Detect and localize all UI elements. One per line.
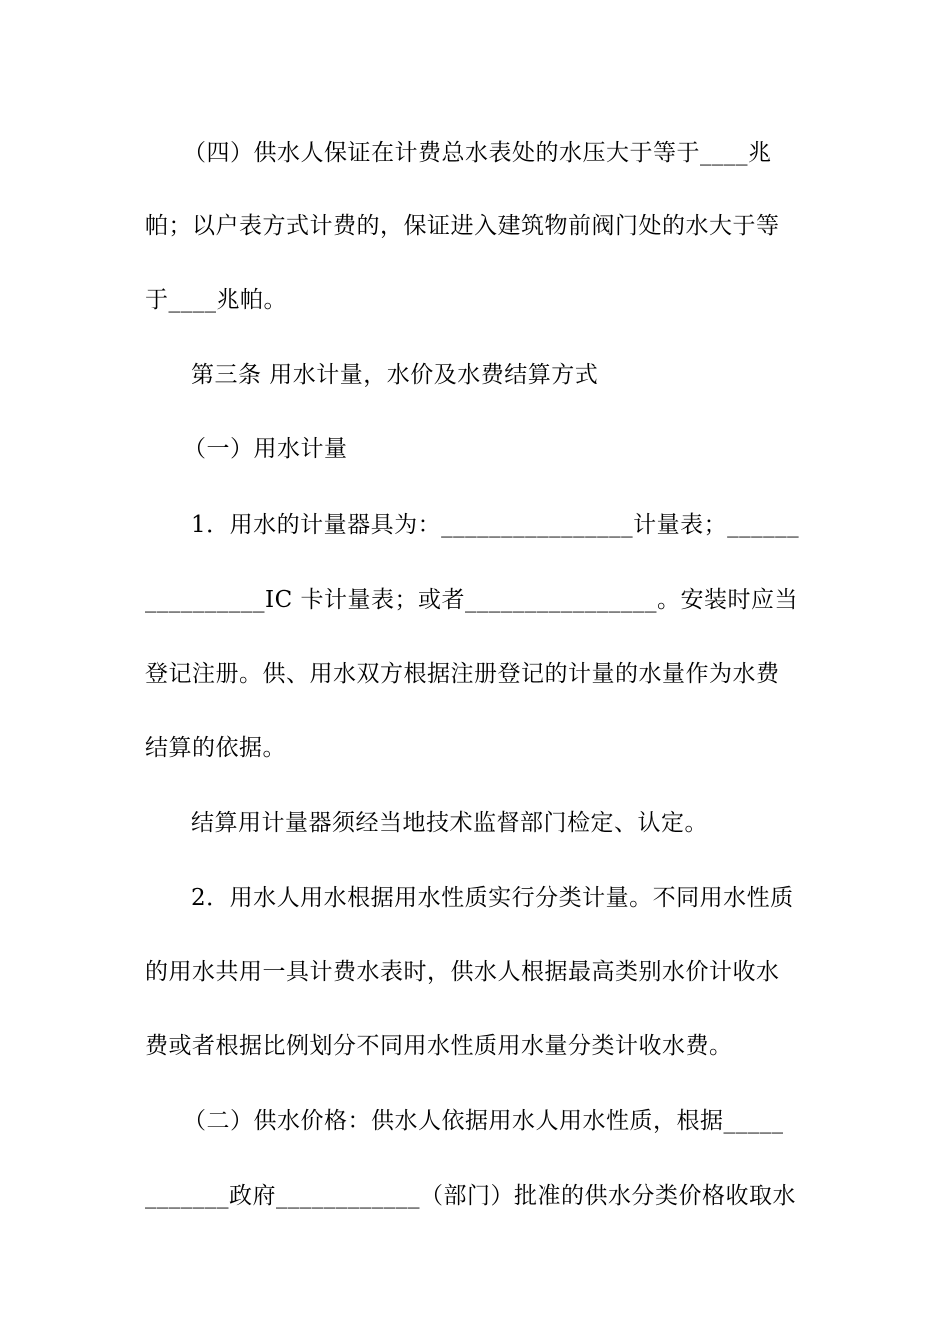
paragraph-line: 于____兆帕。 <box>145 287 287 313</box>
paragraph-line: 结算的依据。 <box>145 735 286 761</box>
paragraph-line: （四）供水人保证在计费总水表处的水压大于等于____兆 <box>183 140 772 166</box>
paragraph-line: __________IC 卡计量表；或者________________。安装时应当 <box>145 587 798 613</box>
paragraph-line: 费或者根据比例划分不同用水性质用水量分类计收水费。 <box>145 1033 733 1059</box>
paragraph-line: _______政府____________（部门）批准的供水分类价格收取水 <box>145 1183 796 1209</box>
paragraph-line: 1．用水的计量器具为：________________计量表；______ <box>191 512 800 538</box>
section-heading: （一）用水计量 <box>183 436 348 462</box>
paragraph-line: 2．用水人用水根据用水性质实行分类计量。不同用水性质 <box>191 885 794 911</box>
paragraph-line: 的用水共用一具计费水表时，供水人根据最高类别水价计收水 <box>145 959 780 985</box>
paragraph-line: 帕；以户表方式计费的，保证进入建筑物前阀门处的水大于等 <box>145 213 780 239</box>
article-heading: 第三条 用水计量，水价及水费结算方式 <box>191 362 599 388</box>
paragraph-line: 登记注册。供、用水双方根据注册登记的计量的水量作为水费 <box>145 661 780 687</box>
paragraph-line: （二）供水价格：供水人依据用水人用水性质，根据_____ <box>183 1108 784 1134</box>
paragraph-line: 结算用计量器须经当地技术监督部门检定、认定。 <box>191 810 708 836</box>
